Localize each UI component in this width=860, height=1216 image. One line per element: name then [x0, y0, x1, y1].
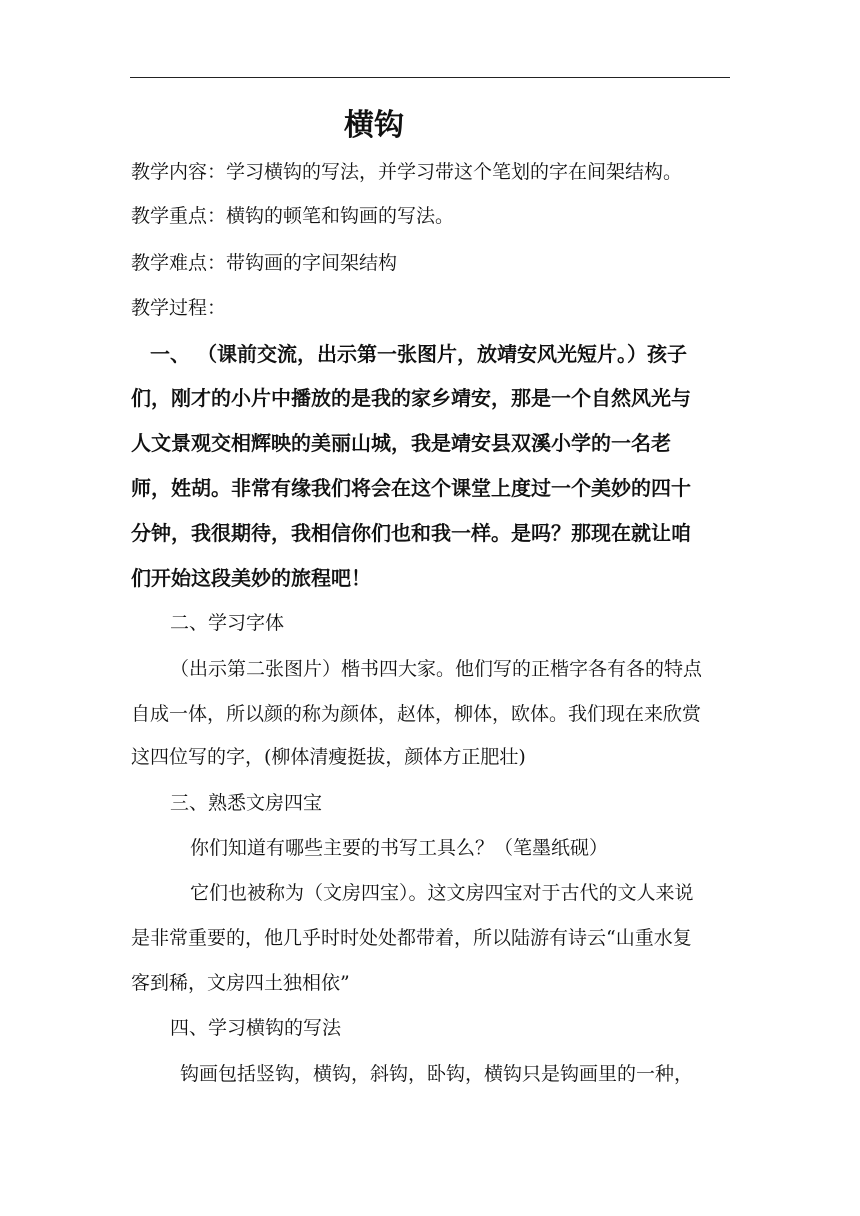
meta-focus-label: 教学重点：	[131, 205, 227, 227]
meta-focus-value: 横钩的顿笔和钩画的写法。	[226, 205, 455, 227]
meta-difficulty	[131, 251, 397, 275]
section2-line: 自成一体，所以颜的称为颜体，赵体，柳体，欧体。我们现在来欣赏	[131, 703, 702, 725]
section1-line: 们，刚才的小片中播放的是我的家乡靖安，那是一个自然风光与	[131, 386, 691, 410]
header-rule	[130, 77, 730, 78]
meta-content-label: 教学内容：	[131, 161, 227, 183]
meta-difficulty-label: 教学难点：	[131, 252, 227, 274]
meta-focus	[131, 204, 454, 228]
section1-line: 人文景观交相辉映的美丽山城，我是靖安县双溪小学的一名老	[131, 431, 671, 455]
section2-heading: 二、学习字体	[170, 612, 285, 634]
section2-line: （出示第二张图片）楷书四大家。他们写的正楷字各有各的特点	[170, 658, 703, 680]
meta-content-value: 学习横钩的写法，并学习带这个笔划的字在间架结构。	[226, 161, 683, 183]
section3-line: 是非常重要的，他几乎时时处处都带着，所以陆游有诗云“山重水复	[131, 927, 692, 949]
document-title: 横钩	[344, 108, 404, 143]
section4-line: 钩画包括竖钩，横钩，斜钩，卧钩，横钩只是钩画里的一种，	[180, 1063, 694, 1085]
section3-question: 你们知道有哪些主要的书写工具么？（笔墨纸砚）	[190, 837, 609, 859]
section4-heading: 四、学习横钩的写法	[170, 1017, 342, 1039]
section3-line: 客到稀，文房四土独相依”	[131, 972, 350, 994]
meta-process	[131, 296, 226, 320]
section1-line: 一、 （课前交流，出示第一张图片，放靖安风光短片。）孩子	[150, 342, 687, 366]
section1-line: 分钟，我很期待，我相信你们也和我一样。是吗？那现在就让咱	[131, 521, 691, 545]
meta-content	[131, 160, 682, 184]
section2-line: 这四位写的字，(柳体清瘦挺拔，颜体方正肥壮)	[131, 746, 526, 768]
meta-difficulty-value: 带钩画的字间架结构	[226, 252, 398, 274]
meta-process-label: 教学过程：	[131, 297, 227, 319]
section3-heading: 三、熟悉文房四宝	[170, 792, 323, 814]
section1-line: 们开始这段美妙的旅程吧！	[131, 566, 371, 590]
section3-line: 它们也被称为（文房四宝）。这文房四宝对于古代的文人来说	[190, 882, 694, 904]
section1-line: 师，姓胡。非常有缘我们将会在这个课堂上度过一个美妙的四十	[131, 476, 691, 500]
